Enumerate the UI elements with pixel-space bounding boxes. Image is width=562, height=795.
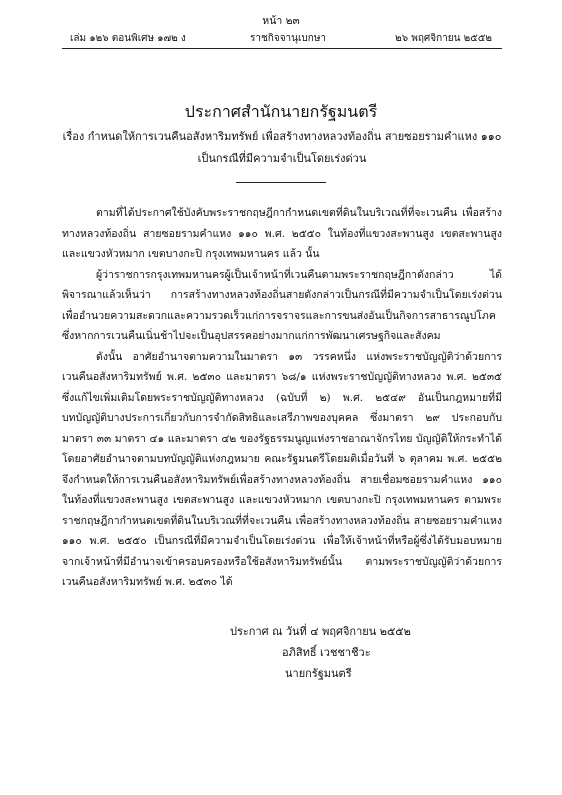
announcement-date: ประกาศ ณ วันที่ ๔ พฤศจิกายน ๒๕๕๒ [230, 625, 411, 638]
body-paragraph: ดังนั้น อาศัยอำนาจตามความในมาตรา ๑๓ วรรคหนึ่ง แห่งพระราชบัญญัติว่าด้วยการเวนคืนอสังหาริมทรัพย์ พ.ศ. ๒๕๓๐ และมาตรา ๖๘/๑ แห่งพระราชบัญญัติทางหลวง พ.ศ. ๒๕๓๕ ซึ่งแก้ไขเพิ่มเติมโดยพระราชบัญญัติทางหลวง (ฉบับที่ ๒) พ.ศ. ๒๕๔๙ อันเป็นกฎหมายที่มีบทบัญญัติบางประการเกี่ยวกับการจำกัดสิทธิและเสรีภาพของบุคคล ซึ่งมาตรา ๒๙ ประกอบกับมาตรา ๓๓ มาตรา ๔๑ และมาตรา ๔๒ ของรัฐธรรมนูญแห่งราชอาณาจักรไทย บัญญัติให้กระทำได้โดยอาศัยอำนาจตามบทบัญญัติแห่งกฎหมาย คณะรัฐมนตรีโดยมติเมื่อวันที่ ๖ ตุลาคม พ.ศ. ๒๕๕๒ จึงกำหนดให้การเวนคืนอสังหาริมทรัพย์เพื่อสร้างทางหลวงท้องถิ่น สายเชื่อมซอยรามคำแหง ๑๑๐ ในท้องที่แขวงสะพานสูง เขตสะพานสูง และแขวงหัวหมาก เขตบางกะปิ กรุงเทพมหานคร ตามพระราชกฤษฎีกากำหนดเขตที่ดินในบริเวณที่ที่จะเวนคืน เพื่อสร้างทางหลวงท้องถิ่น สายซอยรามคำแหง ๑๑๐ พ.ศ. ๒๕๕๐ เป็นกรณีที่มีความจำเป็นโดยเร่งด่วน เพื่อให้เจ้าหน้าที่หรือผู้ซึ่งได้รับมอบหมายจากเจ้าหน้าที่มีอำนาจเข้าครอบครองหรือใช้อสังหาริมทรัพย์นั้น ตามพระราชบัญญัติว่าด้วยการเวนคืนอสังหาริมทรัพย์ พ.ศ. ๒๕๓๐ ได้ [62, 350, 502, 588]
announcement-body [62, 203, 502, 593]
page-number: หน้า ๒๓ [262, 15, 300, 27]
publication-date: ๒๖ พฤศจิกายน ๒๕๕๒ [395, 33, 492, 44]
publication-name: ราชกิจจานุเบกษา [250, 33, 327, 44]
title-divider [236, 182, 326, 183]
body-paragraph: ผู้ว่าราชการกรุงเทพมหานครผู้เป็นเจ้าหน้าที่เวนคืนตามพระราชกฤษฎีกาดังกล่าว ได้พิจารณาแล้วเห็นว่า การสร้างทางหลวงท้องถิ่นสายดังกล่าวเป็นกรณีที่มีความจำเป็นโดยเร่งด่วน เพื่ออำนวยความสะดวกและความรวดเร็วแก่การจราจรและการขนส่งอันเป็นกิจการสาธารณูปโภค ซึ่งหากการเวนคืนเนิ่นช้าไปจะเป็นอุปสรรคอย่างมากแก่การพัฒนาเศรษฐกิจและสังคม [62, 268, 502, 342]
volume-info: เล่ม ๑๒๖ ตอนพิเศษ ๑๗๒ ง [70, 33, 186, 44]
announcement-title: ประกาศสำนักนายกรัฐมนตรี [184, 102, 378, 121]
signatory-name: อภิสิทธิ์ เวชชาชีวะ [282, 646, 371, 659]
body-paragraph: ตามที่ได้ประกาศใช้บังคับพระราชกฤษฎีกากำหนดเขตที่ดินในบริเวณที่ที่จะเวนคืน เพื่อสร้างทางหลวงท้องถิ่น สายซอยรามคำแหง ๑๑๐ พ.ศ. ๒๕๕๐ ในท้องที่แขวงสะพานสูง เขตสะพานสูง และแขวงหัวหมาก เขตบางกะปิ กรุงเทพมหานคร แล้ว นั้น [62, 207, 502, 260]
header-rule [62, 48, 502, 49]
signatory-position: นายกรัฐมนตรี [285, 667, 352, 680]
announcement-subject: เรื่อง กำหนดให้การเวนคืนอสังหาริมทรัพย์ เพื่อสร้างทางหลวงท้องถิ่น สายซอยรามคำแหง ๑๑๐ เป็นกรณีที่มีความจำเป็นโดยเร่งด่วน [62, 130, 502, 165]
